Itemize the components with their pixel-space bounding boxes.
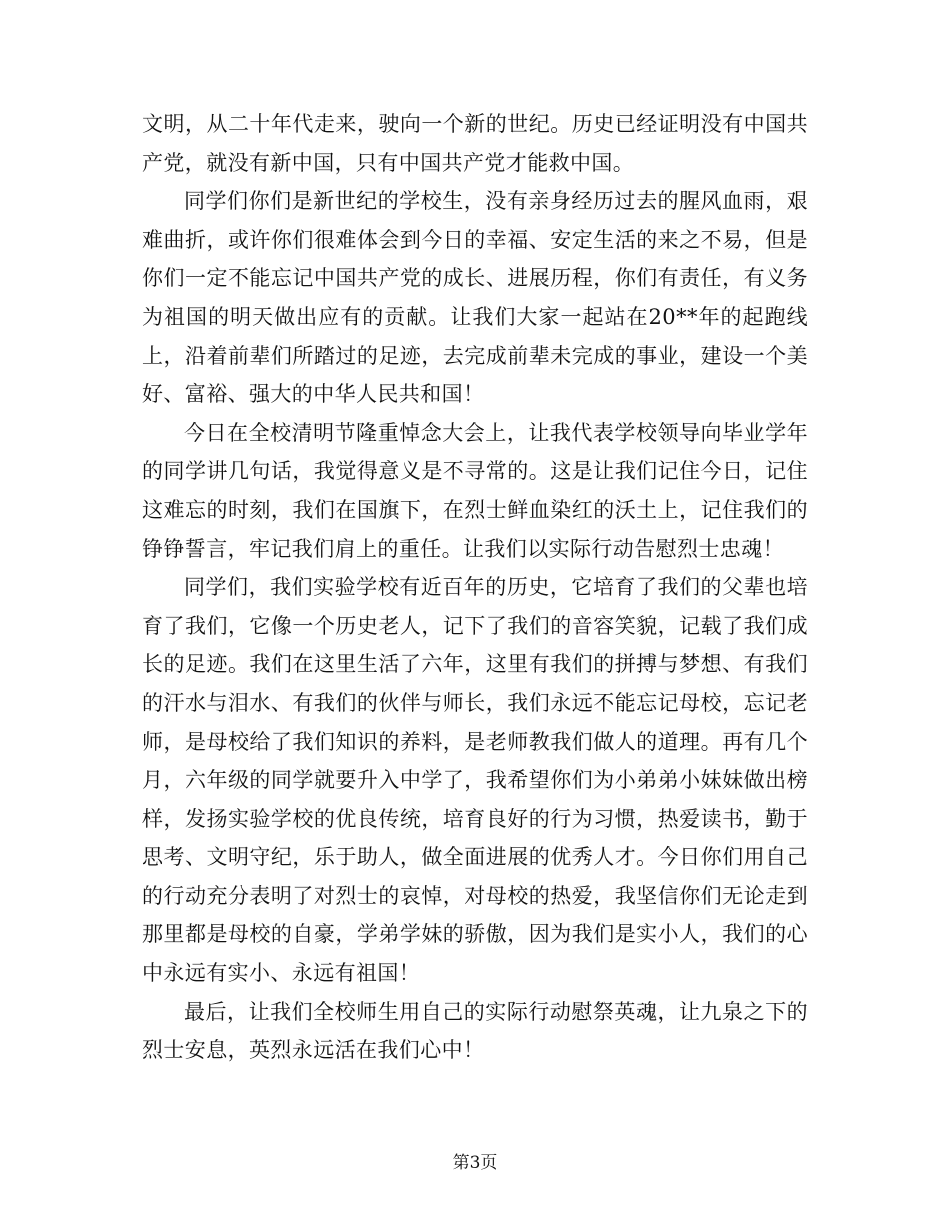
paragraph-school-history: 同学们，我们实验学校有近百年的历史，它培育了我们的父辈也培育了我们，它像一个历史老人，记下了我们的音容笑貌，记载了我们成长的足迹。我们在这里生活了六年，这里有我们的拼搏与梦想、有我们的汗水与泪水、有我们的伙伴与师长，我们永远不能忘记母校，忘记老师，是母校给了我们知识的养料，是老师教我们做人的道理。再有几个月，六年级的同学就要升入中学了，我希望你们为小弟弟小妹妹做出榜样，发扬实验学校的优良传统，培育良好的行为习惯，热爱读书，勤于思考、文明守纪，乐于助人，做全面进展的优秀人才。今日你们用自己的行动充分表明了对烈士的哀悼，对母校的热爱，我坚信你们无论走到那里都是母校的自豪，学弟学妹的骄傲，因为我们是实小人，我们的心中永远有实小、永远有祖国！ (142, 575, 808, 986)
page-number: 第3页 (452, 1153, 498, 1173)
paragraph-memorial-assembly: 今日在全校清明节隆重悼念大会上，让我代表学校领导向毕业学年的同学讲几句话，我觉得意义是不寻常的。这是让我们记住今日，记住这难忘的时刻，我们在国旗下，在烈士鲜血染红的沃土上，记住我们的铮铮誓言，牢记我们肩上的重任。让我们以实际行动告慰烈士忠魂！ (142, 420, 808, 561)
paragraph-continuation: 文明，从二十年代走来，驶向一个新的世纪。历史已经证明没有中国共产党，就没有新中国，只有中国共产党才能救中国。 (142, 112, 808, 175)
paragraph-new-century-students: 同学们你们是新世纪的学校生，没有亲身经历过去的腥风血雨，艰难曲折，或许你们很难体会到今日的幸福、安定生活的来之不易，但是你们一定不能忘记中国共产党的成长、进展历程，你们有责任，有义务为祖国的明天做出应有的贡献。让我们大家一起站在20**年的起跑线上，沿着前辈们所踏过的足迹，去完成前辈未完成的事业，建设一个美好、富裕、强大的中华人民共和国！ (142, 189, 808, 407)
body-text (142, 105, 808, 1070)
paragraph-closing: 最后，让我们全校师生用自己的实际行动慰祭英魂，让九泉之下的烈士安息，英烈永远活在我们心中！ (142, 999, 808, 1063)
